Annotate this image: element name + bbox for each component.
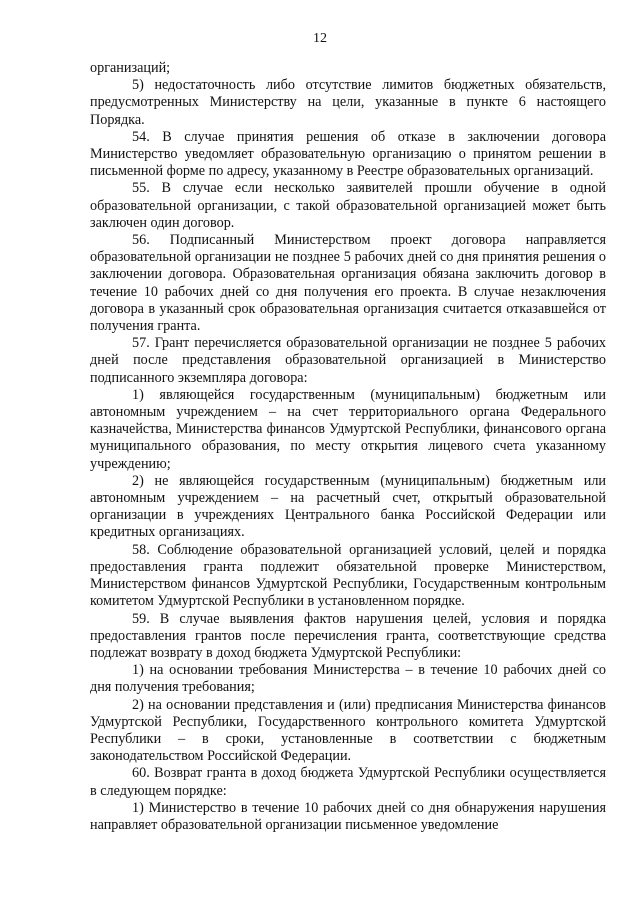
paragraph-57-item-1: 1) являющейся государственным (муниципальным) бюджетным или автономным учреждением – на счет территориального органа Федерального казначейства, Министерства финансов Удмуртской Республики, финансового органа муниципального образования, по месту открытия лицевого счета указанному учреждению; (90, 386, 606, 472)
paragraph-57: 57. Грант перечисляется образовательной организации не позднее 5 рабочих дней после представления образовательной организацией в Министерство подписанного экземпляра договора: (90, 335, 606, 386)
paragraph-57-item-2: 2) не являющейся государственным (муниципальным) бюджетным или автономным учреждением – на расчетный счет, открытый образовательной организации в учреждениях Центрального банка Российской Федерации или кредитных организациях. (90, 472, 606, 541)
paragraph-56: 56. Подписанный Министерством проект договора направляется образовательной организации не позднее 5 рабочих дней со дня принятия решения о заключении договора. Образовательная организация обязана заключить договор в течение 10 рабочих дней со дня получения его проекта. В случае незаключения договора в указанный срок образовательная организация считается отказавшейся от получения гранта. (90, 232, 606, 335)
page-number: 12 (313, 31, 327, 46)
paragraph-continuation: организаций; (90, 60, 171, 76)
paragraph-60-item-1: 1) Министерство в течение 10 рабочих дней со дня обнаружения нарушения направляет образовательной организации письменное уведомление (90, 799, 606, 833)
paragraph-59: 59. В случае выявления фактов нарушения целей, условия и порядка предоставления грантов после перечисления гранта, соответствующие средства подлежат возврату в доход бюджета Удмуртской Республики: (90, 610, 606, 661)
paragraph-54: 54. В случае принятия решения об отказе в заключении договора Министерство уведомляет образовательную организацию о принятом решении в письменной форме по адресу, указанному в Реестре образовательных организаций. (90, 128, 606, 180)
document-body (90, 60, 606, 834)
paragraph-59-item-2: 2) на основании представления и (или) предписания Министерства финансов Удмуртской Республики, Государственного контрольного комитета Удмуртской Республики – в сроки, установленные в соответствии с бюджетным законодательством Российской Федерации. (90, 696, 606, 765)
paragraph-item-5: 5) недостаточность либо отсутствие лимитов бюджетных обязательств, предусмотренных Министерству на цели, указанные в пункте 6 настоящего Порядка. (90, 77, 606, 128)
paragraph-59-item-1: 1) на основании требования Министерства – в течение 10 рабочих дней со дня получения требования; (90, 662, 606, 696)
paragraph-58: 58. Соблюдение образовательной организацией условий, целей и порядка предоставления гранта подлежит обязательной проверке Министерством, Министерством финансов Удмуртской Республики, Государственным контрольным комитетом Удмуртской Республики в установленном порядке. (90, 541, 606, 610)
paragraph-55: 55. В случае если несколько заявителей прошли обучение в одной образовательной организации, с такой образовательной организацией может быть заключен один договор. (90, 180, 606, 231)
paragraph-60: 60. Возврат гранта в доход бюджета Удмуртской Республики осуществляется в следующем порядке: (90, 765, 606, 799)
